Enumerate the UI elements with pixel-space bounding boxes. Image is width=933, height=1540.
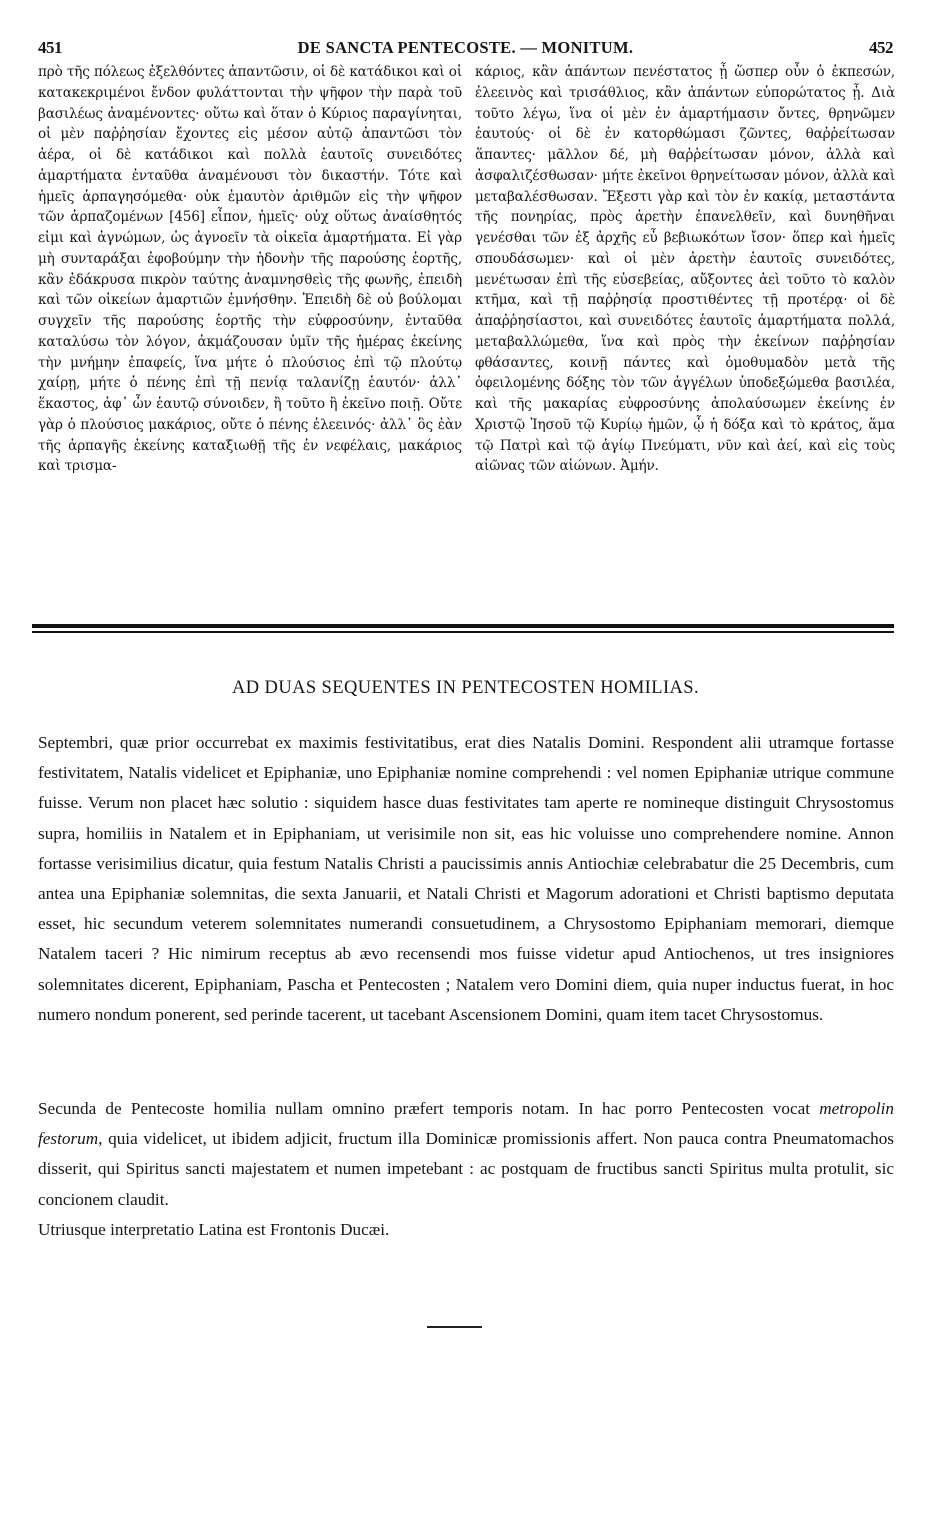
greek-text-right: κάριος, κἂν ἁπάντων πενέστατος ᾖ ὥσπερ οὖν ὁ ἐκπεσών, ἐλεεινὸς καὶ τρισάθλιος, κἂν ἁπάντων εὐπορώτατος ᾖ. Διὰ τοῦτο λέγω, ἵνα οἱ μὲν ἐν ἁμαρτήμασιν ὄντες, θρηνῶμεν ἑαυτούς· οἱ δὲ ἐν κατορθώμασι ζῶντες, θαῤῥείτωσαν ἅπαντες· μᾶλλον δέ, μὴ θαῤῥείτωσαν μόνον, ἀλλὰ καὶ ἀσφαλιζέσθωσαν· μήτε ἐκεῖνοι θρηνείτωσαν μόνον, ἀλλὰ καὶ μεταβαλέσθωσαν. Ἔξεστι γὰρ καὶ τὸν ἐν κακίᾳ, μεταστάντα τῆς πονηρίας, πρὸς ἀρετὴν ἐπανελθεῖν, καὶ δυνηθῆναι γενέσθαι τῶν ἐξ ἀρχῆς εὖ βεβιωκότων ἴσον· ὅπερ καὶ ἡμεῖς σπουδάσωμεν· καὶ οἱ μὲν ἀρετὴν ἑαυτοῖς συνειδότες, μενέτωσαν ἐπὶ τῆς εὐσεβείας, αὔξοντες ἀεὶ τοῦτο τὸ καλὸν κτῆμα, καὶ τῇ παῤῥησίᾳ προστιθέντες τῇ προτέρᾳ· οἱ δὲ ἀπαῤῥησίαστοι, καὶ συνειδότες ἑαυτοῖς ἁμαρτήματα πολλά, μεταβαλλώμεθα, ἵνα καὶ πρὸς τὴν ἐκείνων παῤῥησίαν φθάσαντες, κοινῇ πάντες καὶ ὁμοθυμαδὸν μετὰ τῆς ὀφειλομένης δόξης τὸν τῶν ἀγγέλων ὑποδεξώμεθα βασιλέα, καὶ τῆς μακαρίας εὐφροσύνης ἀπολαύσωμεν ἐκείνης ἐν Χριστῷ Ἰησοῦ τῷ Κυρίῳ ἡμῶν, ᾧ ἡ δόξα καὶ τὸ κράτος, ἅμα τῷ Πατρὶ καὶ τῷ ἁγίῳ Πνεύματι, νῦν καὶ ἀεί, καὶ εἰς τοὺς αἰῶνας τῶν αἰώνων. Ἀμήν. [475, 64, 895, 475]
greek-text-left: πρὸ τῆς πόλεως ἐξελθόντες ἀπαντῶσιν, οἱ δὲ κατάδικοι καὶ οἱ κατακεκριμένοι ἔνδον φυλάττονται τὴν ψῆφον τὴν παρὰ τοῦ βασιλέως ἀναμένοντες· οὕτω καὶ ὅταν ὁ Κύριος παραγίνηται, οἱ μὲν παῤῥησίαν ἔχοντες εἰς μέσον αὐτῷ ἀπαντῶσι τὸν ἀέρα, οἱ δὲ κατάδικοι καὶ πολλὰ ἑαυτοῖς συνειδότες ἁμαρτήματα ἐνταῦθα ἀναμένουσι τὸν δικαστήν. Τότε καὶ ἡμεῖς ἁρπαγησόμεθα· οὐκ ἐμαυτὸν ἀριθμῶν εἰς τὴν ψῆφον τῶν ἁρπαζομένων [456] εἶπον, ἡμεῖς· οὐχ οὕτως ἀναίσθητός εἰμι καὶ ἀγνώμων, ὡς ἀγνοεῖν τὰ οἰκεῖα ἁμαρτήματα. Εἰ γὰρ μὴ συνταράξαι ἐφοβούμην τὴν ἡδονὴν τῆς παρούσης ἑορτῆς, κἂν ἐδάκρυσα πικρὸν ταύτης ἀναμνησθεὶς τῆς φωνῆς, ἐπειδὴ καὶ τῶν οἰκείων ἁμαρτιῶν ἐμνήσθην. Ἐπειδὴ δὲ οὐ βούλομαι συγχεῖν τῆς παρούσης ἑορτῆς τὴν εὐφροσύνην, ἐνταῦθα καταλύσω τὸν λόγον, ἀκμάζουσαν ὑμῖν τῆς ἡμέρας ἐκείνης τὴν μνήμην ἐπαφείς, ἵνα μήτε ὁ πλούσιος ἐπὶ τῷ πλούτῳ χαίρῃ, μήτε ὁ πένης ἐπὶ τῇ πενίᾳ ταλανίζῃ ἑαυτόν· ἀλλ᾽ ἕκαστος, ἀφ᾽ ὧν ἑαυτῷ σύνοιδεν, ἢ τοῦτο ἢ ἐκεῖνο ποιῇ. Οὔτε γὰρ ὁ πλούσιος μακάριος, οὔτε ὁ πένης ἐλεεινός· ἀλλ᾽ ὃς ἐὰν τῆς ἁρπαγῆς ἐκείνης καταξιωθῇ τῆς ἐν νεφέλαις, μακάριος καὶ τρισμα- [38, 64, 462, 475]
latin-paragraph-2-end: , quia videlicet, ut ibidem adjicit, fructum illa Dominicæ promissionis affert. Non pauca contra Pneumatomachos disserit, qui Spiritus sancti majestatem et numen impetebant : ac postquam de fructibus sancti Spiritus multa protulit, sic concionem claudit. [38, 1129, 894, 1209]
section-divider-thick [32, 624, 894, 628]
latin-paragraph-1-text: Septembri, quæ prior occurrebat ex maximis festivitatibus, erat dies Natalis Domini. Respondent alii utramque fortasse festivitatem, Natalis videlicet et Epiphaniæ, uno Epiphaniæ nomine comprehendi : vel nomen Epiphaniæ utrique commune fuisse. Verum non placet hæc solutio : siquidem hasce duas festivitates tam aperte re nomineque distinguit Chrysostomus supra, homiliis in Natalem et in Epiphaniam, ut verisimile non sit, eas hic voluisse uno comprehendere nomine. Annon fortasse verisimilius dicatur, quia festum Natalis Christi a paucissimis annis Antiochiæ celebrabatur die 25 Decembris, cum antea una Epiphaniæ solemnitas, die sexta Januarii, et Natali Christi et Magorum adorationi et Christi baptismo deputata esset, hic secundum veterem solemnitates numerandi consuetudinem, a Chrysostomo Epiphaniam memorari, diemque Natalem taceri ? Hic nimirum receptus ab ævo recensendi mos fuisse videtur apud Antiochenos, ut tres insigniores solemnitates dicerent, Epiphaniam, Pascha et Pentecosten ; Natalem vero Domini diem, quia nuper inductus fuerat, in hoc numero nondum ponerent, sed perinde tacerent, ut tacebant Ascensionem Domini, quam item tacet Chrysostomus. [38, 733, 894, 1024]
running-title: DE SANCTA PENTECOSTE. — MONITUM. [297, 38, 634, 57]
section-divider-thin [32, 631, 894, 633]
latin-paragraph-1 [38, 728, 894, 1030]
latin-paragraph-2-start: Secunda de Pentecoste homilia nullam omnino præfert temporis notam. In hac porro Pentecosten vocat [38, 1099, 820, 1118]
running-head [38, 38, 893, 58]
section-heading: AD DUAS SEQUENTES IN PENTECOSTEN HOMILIAS. [232, 678, 699, 698]
end-ornament-rule [427, 1326, 482, 1328]
page-number-left: 451 [38, 38, 62, 57]
latin-paragraph-3-text: Utriusque interpretatio Latina est Frontonis Ducæi. [38, 1220, 390, 1239]
latin-paragraph-2-text [38, 1094, 894, 1215]
latin-paragraph-3 [38, 1215, 894, 1245]
latin-paragraph-2 [38, 1094, 894, 1215]
page-number-right: 452 [869, 38, 893, 57]
greek-column-left [38, 62, 462, 477]
latin-italic-phrase: metropolin festorum [38, 1099, 894, 1149]
greek-column-right [475, 62, 895, 477]
